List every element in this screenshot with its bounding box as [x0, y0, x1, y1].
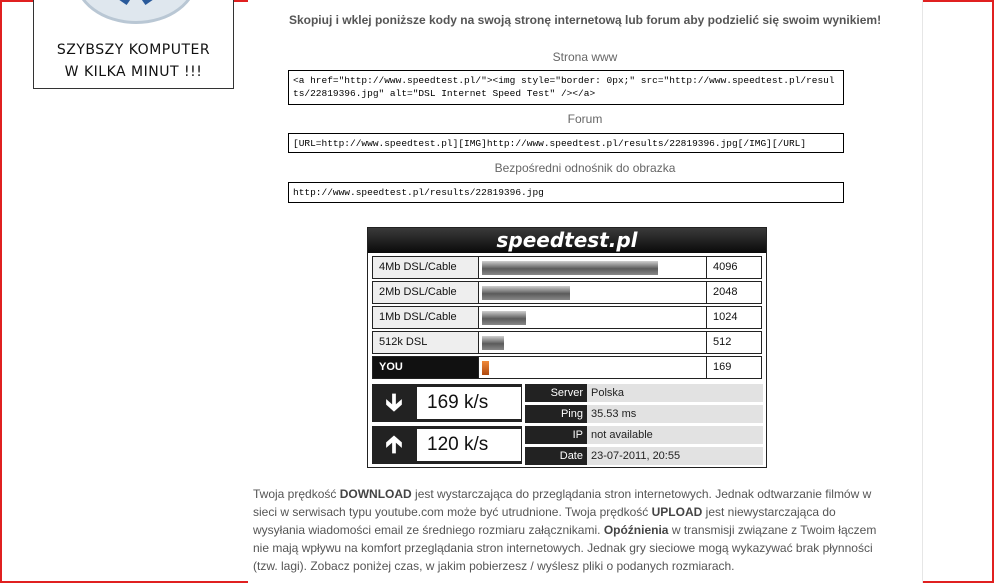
chart-bar-track: [479, 282, 707, 303]
speed-description: [253, 485, 880, 575]
comparison-chart: [372, 256, 762, 381]
chart-category-label: 4Mb DSL/Cable: [373, 257, 479, 278]
info-server-key: Server: [525, 384, 587, 402]
forum-code-label: Forum: [567, 112, 603, 126]
desc-text-3: jest niewystarczająca do wysyłania wiadomości email ze średniego rozmiaru załącznikami.: [253, 505, 836, 537]
ad-line-1: SZYBSZY KOMPUTER: [56, 42, 211, 58]
www-code-label: Strona www: [552, 50, 618, 64]
chart-row: [372, 256, 762, 279]
desc-latency-word: Opóźnienia: [603, 523, 669, 537]
arrow-up-icon: 🡱: [385, 431, 403, 458]
desc-text-4: w transmisji związane z Twoim łączem nie mają wpływu na komfort przeglądania stron internetowych. Jednak gry sieciowe mogą wykazywać brak płynności (tzw. lagi). Zobacz poniżej czas, w jakim pobierzesz / wyślesz pliki o podanych rozmiarach.: [253, 523, 877, 573]
chart-bar: [482, 336, 504, 350]
desc-download-word: DOWNLOAD: [339, 487, 412, 501]
desc-text-2: jest wystarczająca do przeglądania stron internetowych. Jednak odtwarzanie filmów w sieci w serwisach typu youtube.com może być utrudnione. Twoja prędkość: [253, 487, 872, 519]
ad-line-2: W KILKA MINUT !!!: [64, 64, 203, 80]
share-heading: Skopiuj i wklej poniższe kody na swoją stronę internetową lub forum aby podzielić się swoim wynikiem!: [288, 13, 882, 27]
speedtest-result-image: [367, 227, 767, 468]
chart-bar: [482, 361, 489, 375]
chart-category-label: 1Mb DSL/Cable: [373, 307, 479, 328]
chart-value-label: 4096: [707, 257, 761, 278]
chart-row: [372, 356, 762, 379]
info-ip-value: not available: [587, 426, 763, 444]
info-server-value: Polska: [587, 384, 763, 402]
chart-bar-track: [479, 357, 707, 378]
www-code-field[interactable]: <a href="http://www.speedtest.pl/"><img style="border: 0px;" src="http://www.speedtest.pl/results/22819396.jpg" alt="DSL Internet Speed Test" /></a>: [288, 70, 844, 105]
chart-value-label: 512: [707, 332, 761, 353]
chart-bar: [482, 311, 526, 325]
ad-banner[interactable]: [33, 0, 234, 89]
chart-category-label: 2Mb DSL/Cable: [373, 282, 479, 303]
info-ip: [525, 426, 763, 444]
chart-value-label: 1024: [707, 307, 761, 328]
chart-category-label: 512k DSL: [373, 332, 479, 353]
clock-icon: [74, 0, 198, 24]
info-ip-key: IP: [525, 426, 587, 444]
download-speed-value: 169 k/s: [417, 387, 521, 419]
chart-value-label: 169: [707, 357, 761, 378]
desc-upload-word: UPLOAD: [651, 505, 703, 519]
chart-value-label: 2048: [707, 282, 761, 303]
speedtest-logo: speedtest.pl: [368, 228, 766, 253]
info-date: [525, 447, 763, 465]
direct-link-label: Bezpośredni odnośnik do obrazka: [494, 161, 676, 175]
chart-bar: [482, 286, 570, 300]
chart-row: [372, 306, 762, 329]
info-server: [525, 384, 763, 402]
chart-bar-track: [479, 332, 707, 353]
chart-bar: [482, 261, 658, 275]
desc-text-1: Twoja prędkość: [253, 487, 340, 501]
upload-speed-box: [372, 426, 522, 464]
chart-bar-track: [479, 307, 707, 328]
info-date-key: Date: [525, 447, 587, 465]
arrow-down-icon: 🡳: [385, 389, 403, 416]
upload-speed-value: 120 k/s: [417, 429, 521, 461]
info-ping-key: Ping: [525, 405, 587, 423]
chart-row: [372, 331, 762, 354]
chart-category-label: YOU: [373, 357, 479, 378]
chart-bar-track: [479, 257, 707, 278]
direct-link-field[interactable]: http://www.speedtest.pl/results/22819396.jpg: [288, 182, 844, 203]
chart-row: [372, 281, 762, 304]
info-ping: [525, 405, 763, 423]
info-ping-value: 35.53 ms: [587, 405, 763, 423]
info-date-value: 23-07-2011, 20:55: [587, 447, 763, 465]
download-speed-box: [372, 384, 522, 422]
forum-code-field[interactable]: [URL=http://www.speedtest.pl][IMG]http://www.speedtest.pl/results/22819396.jpg[/IMG][/URL]: [288, 133, 844, 153]
